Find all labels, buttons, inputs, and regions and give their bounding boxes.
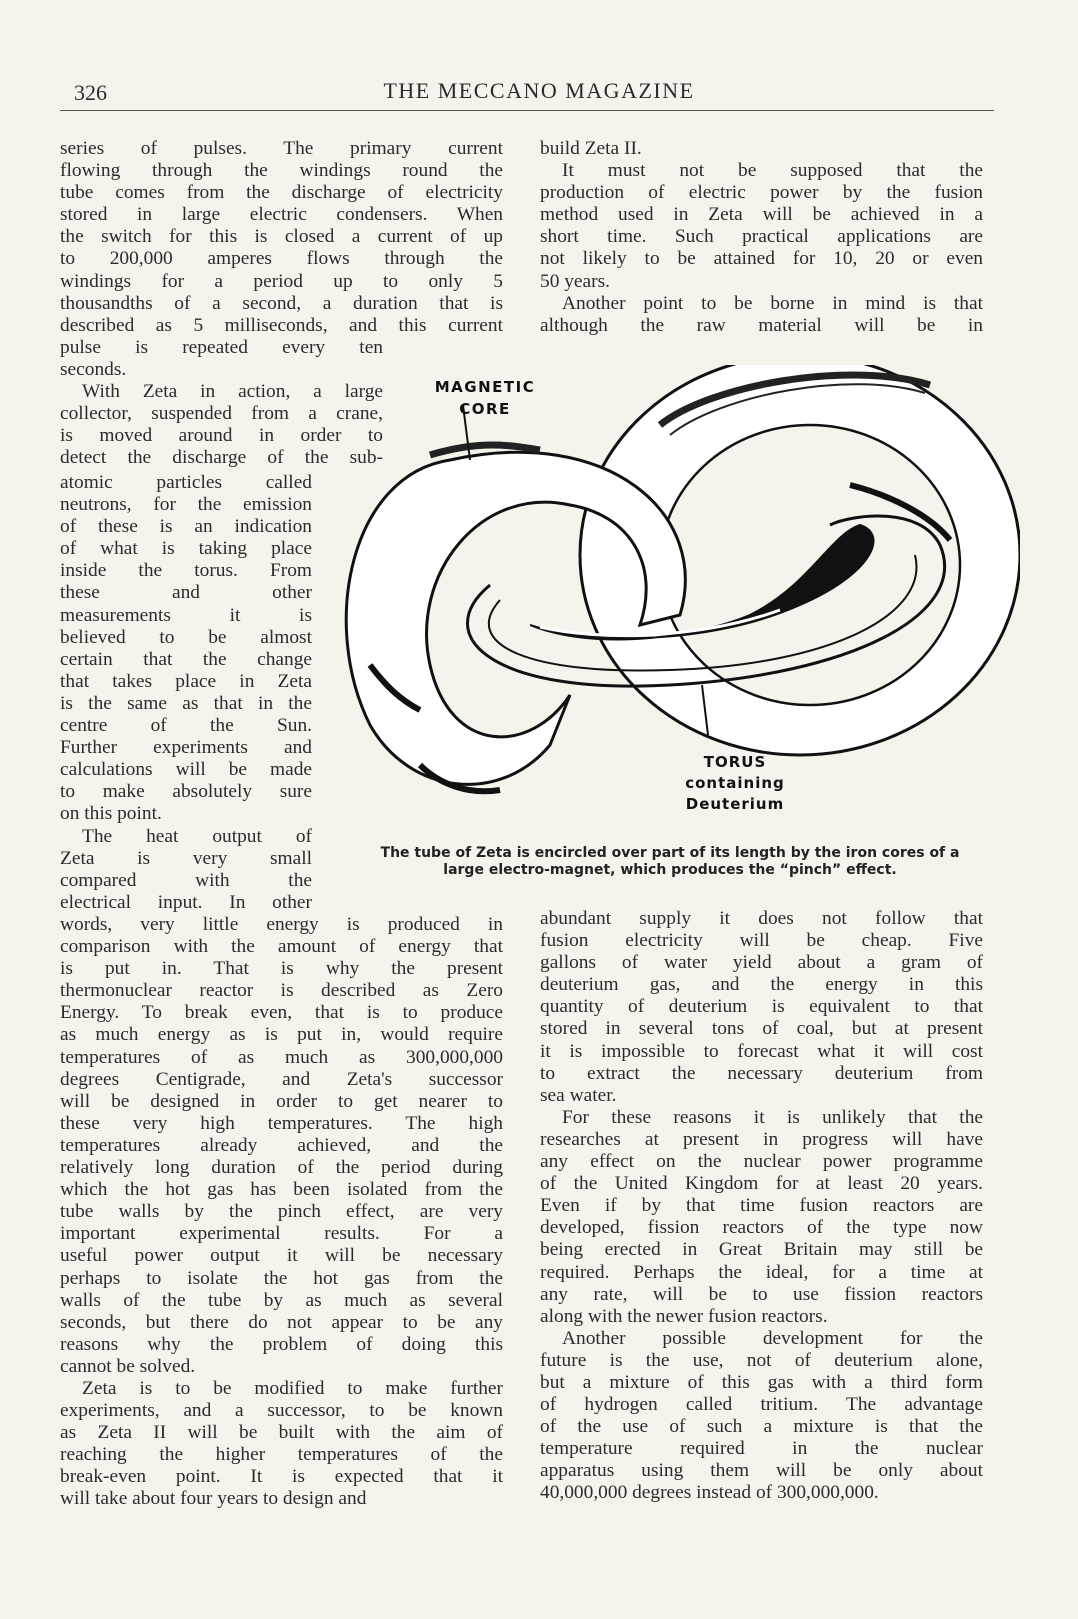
text-line: is moved around in order to — [60, 425, 383, 447]
header-rule — [60, 110, 994, 111]
text-line: reaching the higher temperatures of the — [60, 1444, 503, 1466]
text-line: believed to be almost — [60, 626, 312, 648]
text-line: is put in. That is why the present — [60, 958, 503, 980]
text-line: is the same as that in the — [60, 692, 312, 714]
text-line: fusion electricity will be cheap. Five — [540, 930, 983, 952]
column2-top-text — [540, 138, 983, 337]
text-line: these very high temperatures. The high — [60, 1112, 503, 1134]
text-line: stored in several tons of coal, but at present — [540, 1018, 983, 1040]
text-line: series of pulses. The primary current — [60, 138, 503, 159]
text-line: these and other — [60, 582, 312, 604]
text-line: comparison with the amount of energy that — [60, 936, 503, 958]
text-line: required. Perhaps the ideal, for a time at — [540, 1261, 983, 1283]
zeta-torus-illustration — [330, 365, 1020, 865]
text-line: reasons why the problem of doing this — [60, 1333, 503, 1355]
text-line: it is impossible to forecast what it will cost — [540, 1040, 983, 1062]
text-line: compared with the — [60, 869, 312, 891]
text-line: temperatures already achieved, and the — [60, 1134, 503, 1156]
text-line: break-even point. It is expected that it — [60, 1466, 503, 1488]
text-line: described as 5 milliseconds, and this current — [60, 314, 503, 336]
text-line: useful power output it will be necessary — [60, 1245, 503, 1267]
text-line: gallons of water yield about a gram of — [540, 952, 983, 974]
text-line: seconds, but there do not appear to be any — [60, 1311, 503, 1333]
text-line: 50 years. — [540, 270, 610, 292]
text-line: quantity of deuterium is equivalent to that — [540, 996, 983, 1018]
text-line: measurements it is — [60, 604, 312, 626]
text-line: important experimental results. For a — [60, 1223, 503, 1245]
text-line: to make absolutely sure — [60, 781, 312, 803]
text-line: flowing through the windings round the — [60, 160, 503, 182]
column1-narrow-text — [60, 472, 312, 914]
text-line: atomic particles called — [60, 472, 312, 493]
text-line: inside the torus. From — [60, 560, 312, 582]
label-line: Deuterium — [685, 795, 785, 813]
text-line: 40,000,000 degrees instead of 300,000,000. — [540, 1482, 879, 1504]
label-line: containing — [685, 774, 785, 792]
text-line: build Zeta II. — [540, 138, 642, 159]
text-line: not likely to be attained for 10, 20 or even — [540, 248, 983, 270]
text-line: but a mixture of this gas with a third form — [540, 1371, 983, 1393]
text-line: walls of the tube by as much as several — [60, 1289, 503, 1311]
text-line: certain that the change — [60, 648, 312, 670]
text-line: short time. Such practical applications are — [540, 226, 983, 248]
text-line: any effect on the nuclear power programme — [540, 1151, 983, 1173]
figure-caption — [345, 845, 995, 879]
page-number: 326 — [74, 80, 107, 105]
text-line: that takes place in Zeta — [60, 670, 312, 692]
text-line: being erected in Great Britain may still be — [540, 1239, 983, 1261]
text-line: will be designed in order to get nearer to — [60, 1090, 503, 1112]
label-line: TORUS — [703, 753, 767, 771]
text-line: abundant supply it does not follow that — [540, 908, 983, 929]
text-line: the switch for this is closed a current of up — [60, 226, 503, 248]
text-line: developed, fission reactors of the type now — [540, 1217, 983, 1239]
text-line: relatively long duration of the period during — [60, 1157, 503, 1179]
text-line: as much energy as is put in, would require — [60, 1024, 503, 1046]
caption-line: The tube of Zeta is encircled over part of its length by the iron cores of a — [380, 845, 960, 861]
text-line: pulse is repeated every ten — [60, 337, 383, 358]
text-line: Further experiments and — [60, 737, 312, 759]
text-line: apparatus using them will be only about — [540, 1460, 983, 1482]
magnetic-core-label — [430, 376, 540, 420]
text-line: which the hot gas has been isolated from the — [60, 1179, 503, 1201]
text-line: With Zeta in action, a large — [82, 381, 383, 402]
torus-label — [680, 752, 790, 815]
text-line: of these is an indication — [60, 516, 312, 538]
column1-top-text — [60, 138, 503, 337]
text-line: production of electric power by the fusion — [540, 182, 983, 204]
text-line: Zeta is very small — [60, 847, 312, 869]
text-line: thousandths of a second, a duration that is — [60, 292, 503, 314]
label-line: MAGNETIC — [434, 378, 536, 396]
text-line: Another possible development for the — [562, 1327, 983, 1349]
text-line: stored in large electric condensers. When — [60, 204, 503, 226]
text-line: centre of the Sun. — [60, 715, 312, 737]
text-line: For these reasons it is unlikely that the — [562, 1106, 983, 1128]
text-line: to extract the necessary deuterium from — [540, 1062, 983, 1084]
text-line: tube comes from the discharge of electricity — [60, 182, 503, 204]
text-line: of hydrogen called tritium. The advantage — [540, 1394, 983, 1416]
text-line: electrical input. In other — [60, 891, 312, 913]
text-line: windings for a period up to only 5 — [60, 270, 503, 292]
text-line: Zeta is to be modified to make further — [82, 1377, 503, 1399]
text-line: The heat output of — [82, 825, 312, 847]
text-line: detect the discharge of the sub- — [60, 447, 383, 469]
column1-bottom-text — [60, 914, 503, 1511]
text-line: method used in Zeta will be achieved in a — [540, 204, 983, 226]
text-line: Even if by that time fusion reactors are — [540, 1195, 983, 1217]
text-line: cannot be solved. — [60, 1355, 196, 1377]
text-line: along with the newer fusion reactors. — [540, 1305, 828, 1327]
text-line: thermonuclear reactor is described as Zero — [60, 980, 503, 1002]
text-line: experiments, and a successor, to be known — [60, 1400, 503, 1422]
text-line: Energy. To break even, that is to produce — [60, 1002, 503, 1024]
text-line: Another point to be borne in mind is that — [562, 292, 983, 314]
text-line: deuterium gas, and the energy in this — [540, 974, 983, 996]
text-line: sea water. — [540, 1084, 617, 1106]
text-line: of the use of such a mixture is that the — [540, 1416, 983, 1438]
text-line: words, very little energy is produced in — [60, 914, 503, 935]
text-line: neutrons, for the emission — [60, 494, 312, 516]
text-line: collector, suspended from a crane, — [60, 403, 383, 425]
text-line: seconds. — [60, 359, 127, 381]
text-line: any rate, will be to use fission reactors — [540, 1283, 983, 1305]
text-line: degrees Centigrade, and Zeta's successor — [60, 1068, 503, 1090]
text-line: calculations will be made — [60, 759, 312, 781]
column2-bottom-text — [540, 908, 983, 1505]
text-line: to 200,000 amperes flows through the — [60, 248, 503, 270]
text-line: future is the use, not of deuterium alone, — [540, 1349, 983, 1371]
text-line: on this point. — [60, 803, 162, 825]
text-line: will take about four years to design and — [60, 1488, 367, 1510]
text-line: tube walls by the pinch effect, are very — [60, 1201, 503, 1223]
text-line: of what is taking place — [60, 538, 312, 560]
caption-line: large electro-magnet, which produces the “pinch” effect. — [443, 862, 897, 878]
text-line: although the raw material will be in — [540, 314, 983, 336]
text-line: perhaps to isolate the hot gas from the — [60, 1267, 503, 1289]
text-line: It must not be supposed that the — [562, 160, 983, 182]
text-line: of the United Kingdom for at least 20 years. — [540, 1173, 983, 1195]
magazine-title: THE MECCANO MAGAZINE — [383, 78, 695, 103]
text-line: temperature required in the nuclear — [540, 1438, 983, 1460]
text-line: researches at present in progress will have — [540, 1128, 983, 1150]
text-line: temperatures of as much as 300,000,000 — [60, 1046, 503, 1068]
text-line: as Zeta II will be built with the aim of — [60, 1422, 503, 1444]
label-line: CORE — [459, 400, 511, 418]
